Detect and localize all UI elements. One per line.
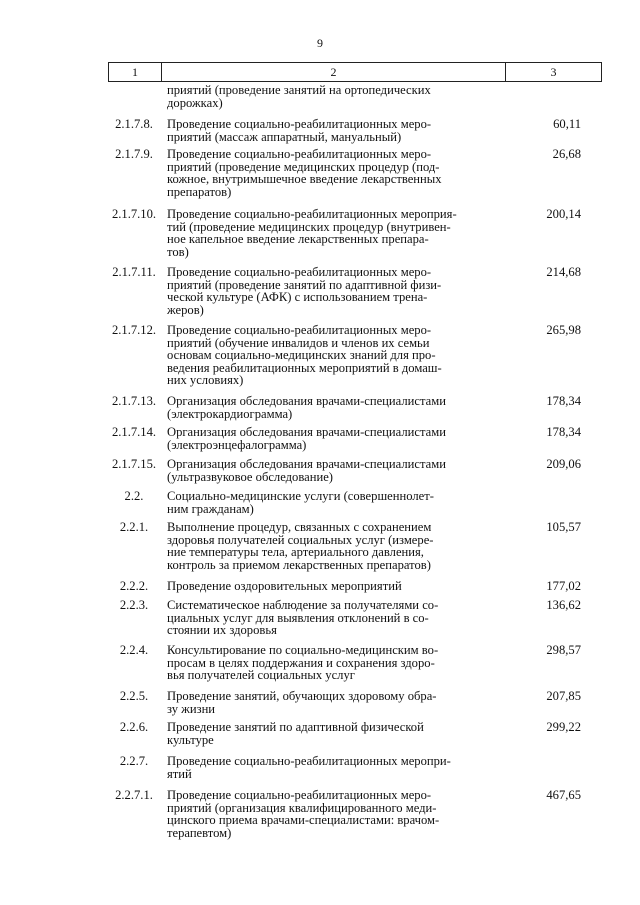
description-line: Проведение социально-реабилитационных меро-: [167, 117, 432, 131]
row-value: 214,68: [546, 265, 581, 279]
row-value: 467,65: [546, 788, 581, 802]
description-line: (электроэнцефалограмма): [167, 437, 307, 452]
row-number: 2.1.7.12.: [111, 323, 157, 337]
row-value: 105,57: [546, 520, 581, 534]
row-value: 299,22: [546, 720, 581, 734]
description-line: культуре: [167, 732, 214, 747]
description-line: приятий (массаж аппаратный, мануальный): [167, 129, 402, 144]
description-line: Проведение социально-реабилитационных меро-: [167, 323, 432, 337]
description-line: Систематическое наблюдение за получателями со-: [167, 598, 439, 612]
row-description: [167, 324, 502, 387]
row-description: [167, 490, 502, 515]
row-number: 2.2.3.: [119, 598, 149, 612]
description-line: Организация обследования врачами-специалистами: [167, 394, 446, 408]
description-line: Проведение социально-реабилитационных меропри-: [167, 754, 451, 768]
row-description: [167, 426, 502, 451]
description-line: жеров): [167, 302, 204, 317]
description-line: (электрокардиограмма): [167, 406, 293, 421]
row-description: [167, 580, 502, 593]
row-description: [167, 721, 502, 746]
row-number: 2.2.7.1.: [115, 788, 153, 802]
header-col-3: 3: [550, 64, 557, 79]
description-line: вья получателей социальных услуг: [167, 668, 355, 683]
header-col-1: 1: [109, 63, 162, 81]
description-line: препаратов): [167, 184, 232, 199]
description-line: терапевтом): [167, 825, 232, 840]
description-line: Проведение социально-реабилитационных меро-: [167, 147, 432, 161]
row-value: 178,34: [546, 425, 581, 439]
row-number: 2.1.7.9.: [115, 147, 153, 161]
row-description: [167, 208, 502, 258]
description-line: циальных услуг для выявления отклонений в со-: [167, 610, 429, 625]
row-value: 209,06: [546, 457, 581, 471]
row-description: [167, 644, 502, 682]
row-number: 2.2.1.: [119, 520, 149, 534]
row-number: 2.1.7.10.: [111, 207, 157, 221]
description-line: Проведение социально-реабилитационных мероприя-: [167, 207, 457, 221]
row-value: 60,11: [553, 117, 581, 131]
row-value: 26,68: [552, 147, 581, 161]
description-line: Организация обследования врачами-специалистами: [167, 425, 446, 439]
row-number: 2.2.6.: [119, 720, 149, 734]
row-value: 298,57: [546, 643, 581, 657]
description-line: Проведение социально-реабилитационных меро-: [167, 265, 432, 279]
description-line: ятий: [167, 766, 192, 781]
row-value: 136,62: [546, 598, 581, 612]
table-header: [108, 62, 602, 82]
row-number: 2.1.7.11.: [112, 265, 156, 279]
row-value: 265,98: [546, 323, 581, 337]
row-description: [167, 599, 502, 637]
row-description: [167, 395, 502, 420]
description-line: Организация обследования врачами-специалистами: [167, 457, 446, 471]
description-line: приятий (проведение занятий по адаптивной физи-: [167, 277, 442, 292]
row-number: 2.2.2.: [119, 579, 149, 593]
description-line: ное капельное введение лекарственных препара-: [167, 232, 429, 247]
row-number: 2.1.7.8.: [115, 117, 153, 131]
description-line: ведения реабилитационных мероприятий в домаш-: [167, 360, 442, 375]
description-line: ним гражданам): [167, 501, 254, 516]
row-description: [167, 118, 502, 143]
row-number: 2.2.4.: [119, 643, 149, 657]
description-line: контроль за приемом лекарственных препаратов): [167, 557, 431, 572]
description-line: приятий (организация квалифицированного меди-: [167, 800, 437, 815]
description-line: Консультирование по социально-медицинским во-: [167, 643, 439, 657]
description-line: Социально-медицинские услуги (совершеннолет-: [167, 489, 434, 503]
row-number: 2.2.7.: [119, 754, 149, 768]
row-description: [167, 84, 502, 109]
row-number: 2.1.7.14.: [111, 425, 157, 439]
description-line: них условиях): [167, 373, 244, 388]
row-value: 178,34: [546, 394, 581, 408]
description-line: Проведение занятий, обучающих здоровому обра-: [167, 689, 437, 703]
description-line: приятий (проведение занятий на ортопедических: [167, 83, 431, 97]
page-number: 9: [317, 36, 323, 50]
description-line: зу жизни: [167, 701, 216, 716]
row-number: 2.1.7.13.: [111, 394, 157, 408]
row-description: [167, 266, 502, 316]
row-description: [167, 690, 502, 715]
description-line: ческой культуре (АФК) с использованием трена-: [167, 290, 428, 305]
row-number: 2.2.: [124, 489, 144, 503]
header-col-2: 2: [162, 63, 506, 81]
description-line: ние температуры тела, артериального давления,: [167, 545, 424, 560]
description-line: цинского приема врачами-специалистами: врачом-: [167, 813, 440, 828]
row-value: 200,14: [546, 207, 581, 221]
row-number: 2.2.5.: [119, 689, 149, 703]
row-description: [167, 789, 502, 839]
description-line: приятий (обучение инвалидов и членов их семьи: [167, 335, 430, 350]
description-line: здоровья получателей социальных услуг (измере-: [167, 532, 434, 547]
row-value: 207,85: [546, 689, 581, 703]
row-description: [167, 148, 502, 198]
row-value: 177,02: [546, 579, 581, 593]
row-description: [167, 521, 502, 571]
description-line: кожное, внутримышечное введение лекарственных: [167, 172, 442, 187]
description-line: основам социально-медицинских знаний для про-: [167, 348, 436, 363]
description-line: Проведение оздоровительных мероприятий: [167, 579, 402, 593]
row-description: [167, 755, 502, 780]
description-line: тов): [167, 244, 189, 259]
row-number: 2.1.7.15.: [111, 457, 157, 471]
description-line: (ультразвуковое обследование): [167, 469, 333, 484]
description-line: Выполнение процедур, связанных с сохранением: [167, 520, 432, 534]
description-line: просам в целях поддержания и сохранения здоро-: [167, 655, 435, 670]
description-line: тий (проведение медицинских процедур (внутривен-: [167, 219, 451, 234]
description-line: Проведение социально-реабилитационных меро-: [167, 788, 432, 802]
description-line: дорожках): [167, 95, 223, 110]
description-line: приятий (проведение медицинских процедур (под-: [167, 159, 440, 174]
description-line: Проведение занятий по адаптивной физической: [167, 720, 424, 734]
row-description: [167, 458, 502, 483]
description-line: стоянии их здоровья: [167, 623, 277, 638]
